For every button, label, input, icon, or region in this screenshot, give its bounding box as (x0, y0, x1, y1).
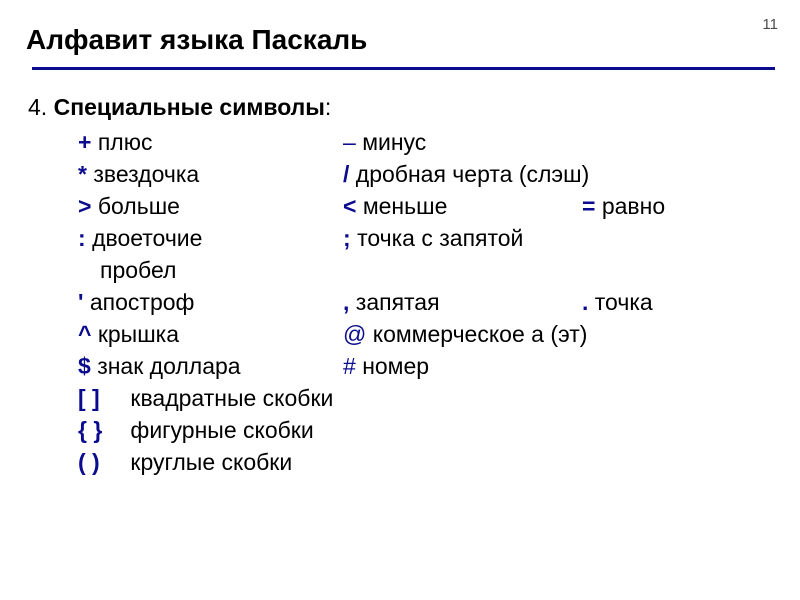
symbol-glyph: > (78, 193, 92, 219)
symbol-entry (343, 222, 523, 254)
symbol-glyph: : (78, 225, 86, 251)
symbol-label: двоеточие (92, 225, 203, 251)
symbol-label: фигурные скобки (130, 417, 314, 443)
symbol-glyph: , (343, 289, 350, 315)
symbol-label: квадратные скобки (130, 385, 334, 411)
symbol-label: коммерческое а (эт) (372, 321, 588, 347)
symbol-row (0, 254, 800, 286)
section-number: 4. (28, 94, 48, 120)
slide-title: Алфавит языка Паскаль (26, 24, 368, 55)
symbol-entry (343, 318, 587, 350)
symbol-entry (78, 126, 152, 158)
symbol-row (0, 382, 800, 414)
symbol-row (0, 190, 800, 222)
symbol-row (0, 350, 800, 382)
symbol-row (0, 318, 800, 350)
symbol-glyph: $ (78, 353, 91, 379)
section-colon: : (324, 94, 332, 120)
symbol-entry (343, 350, 429, 382)
symbol-row (0, 222, 800, 254)
symbol-label: точка (594, 289, 653, 315)
symbol-glyph: = (582, 193, 596, 219)
symbol-entry (78, 222, 202, 254)
slide-number: 11 (762, 16, 778, 33)
symbol-row (0, 158, 800, 190)
symbol-label: меньше (362, 193, 448, 219)
symbol-glyph: * (78, 161, 87, 187)
symbol-label: минус (362, 129, 427, 155)
symbol-entry (343, 286, 440, 318)
section-title: Специальные символы (53, 94, 325, 120)
symbol-glyph: . (582, 289, 589, 315)
symbol-glyph: { } (78, 417, 103, 443)
symbol-label: больше (97, 193, 180, 219)
symbol-entry (582, 286, 653, 318)
symbol-glyph: < (343, 193, 357, 219)
symbol-label: плюс (97, 129, 153, 155)
symbol-entry (343, 190, 447, 222)
symbol-entry (78, 158, 199, 190)
symbol-glyph: ^ (78, 321, 92, 347)
symbol-entry (582, 190, 665, 222)
symbol-row (0, 414, 800, 446)
symbol-label: апостроф (89, 289, 195, 315)
symbol-label: знак доллара (97, 353, 241, 379)
symbol-glyph: / (343, 161, 350, 187)
symbol-row (0, 446, 800, 478)
symbol-glyph: # (343, 353, 356, 379)
symbol-entry (78, 382, 333, 414)
symbol-label: дробная черта (слэш) (355, 161, 590, 187)
symbol-row (0, 286, 800, 318)
symbol-glyph: – (343, 129, 356, 155)
symbol-entry (78, 286, 194, 318)
symbol-label: пробел (100, 257, 177, 283)
symbol-label: запятая (355, 289, 440, 315)
symbol-glyph: @ (343, 321, 367, 347)
symbol-entry (78, 350, 241, 382)
symbol-row (0, 126, 800, 158)
symbol-label: равно (601, 193, 666, 219)
title-divider (32, 67, 775, 70)
symbol-entry (343, 126, 426, 158)
symbol-label: крышка (97, 321, 180, 347)
symbol-entry (78, 414, 314, 446)
symbol-glyph: ' (78, 289, 84, 315)
symbol-label: точка с запятой (357, 225, 524, 251)
symbol-glyph: ; (343, 225, 351, 251)
symbol-entry (78, 446, 292, 478)
symbol-entry (343, 158, 589, 190)
symbol-glyph: ( ) (78, 449, 100, 475)
symbol-glyph: + (78, 129, 92, 155)
symbol-label: номер (362, 353, 430, 379)
symbol-label: звездочка (93, 161, 200, 187)
section-heading (28, 94, 331, 121)
symbol-entry (78, 190, 180, 222)
symbol-label: круглые скобки (130, 449, 293, 475)
symbol-entry (78, 318, 179, 350)
symbol-glyph: [ ] (78, 385, 100, 411)
